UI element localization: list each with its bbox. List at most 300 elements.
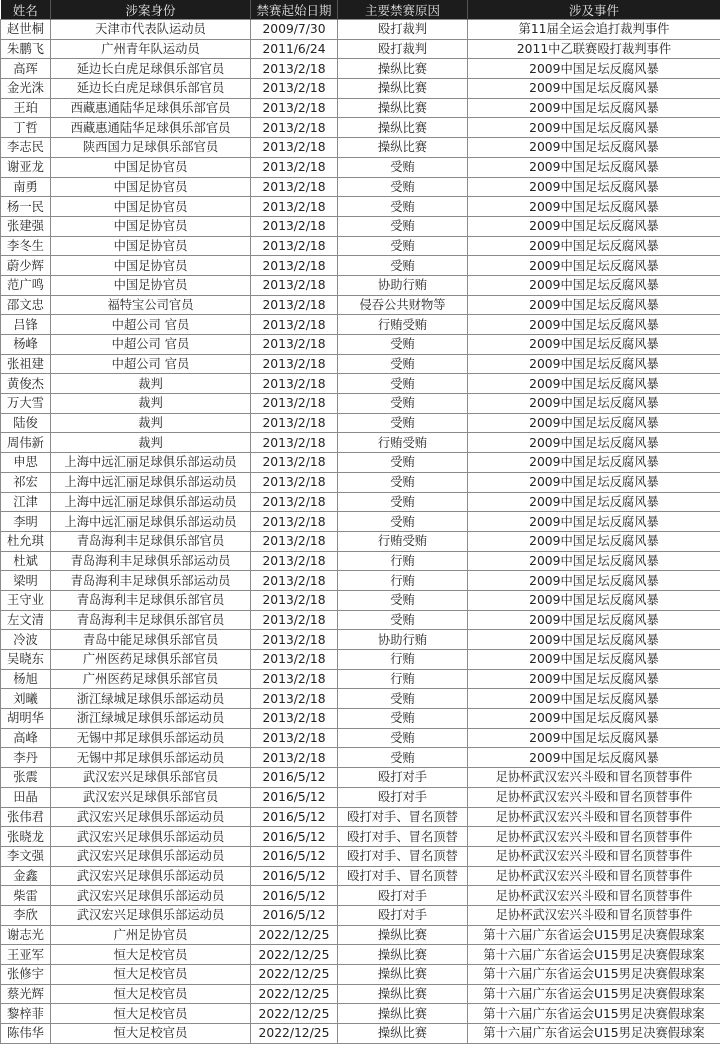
table-row	[1, 551, 720, 571]
cell-name: 蔚少辉	[1, 256, 51, 276]
table-row	[1, 689, 720, 709]
cell-event: 2009中国足坛反腐风暴	[468, 216, 720, 236]
cell-ban-date: 2013/2/18	[251, 472, 338, 492]
cell-event: 2009中国足坛反腐风暴	[468, 413, 720, 433]
cell-reason: 受贿	[338, 748, 468, 768]
cell-name: 杜允琪	[1, 531, 51, 551]
table-row	[1, 59, 720, 79]
cell-reason: 殴打裁判	[338, 39, 468, 59]
cell-ban-date: 2013/2/18	[251, 335, 338, 355]
cell-ban-date: 2016/5/12	[251, 787, 338, 807]
cell-name: 祁宏	[1, 472, 51, 492]
cell-event: 2009中国足坛反腐风暴	[468, 295, 720, 315]
cell-name: 周伟新	[1, 433, 51, 453]
cell-name: 杨一民	[1, 197, 51, 217]
cell-name: 胡明华	[1, 709, 51, 729]
cell-ban-date: 2013/2/18	[251, 728, 338, 748]
cell-reason: 操纵比赛	[338, 965, 468, 985]
cell-reason: 殴打对手	[338, 905, 468, 925]
cell-name: 田晶	[1, 787, 51, 807]
cell-ban-date: 2013/2/18	[251, 531, 338, 551]
table-row	[1, 236, 720, 256]
cell-name: 高珲	[1, 59, 51, 79]
cell-role: 广州足协官员	[51, 925, 251, 945]
cell-role: 中超公司 官员	[51, 354, 251, 374]
cell-role: 中超公司 官员	[51, 335, 251, 355]
cell-role: 武汉宏兴足球俱乐部运动员	[51, 846, 251, 866]
cell-event: 2009中国足坛反腐风暴	[468, 197, 720, 217]
cell-reason: 行贿	[338, 551, 468, 571]
cell-role: 延边长白虎足球俱乐部官员	[51, 79, 251, 99]
table-row	[1, 571, 720, 591]
cell-reason: 受贿	[338, 453, 468, 473]
cell-role: 上海中远汇丽足球俱乐部运动员	[51, 453, 251, 473]
cell-reason: 殴打对手、冒名顶替	[338, 866, 468, 886]
cell-event: 2009中国足坛反腐风暴	[468, 394, 720, 414]
cell-name: 金鑫	[1, 866, 51, 886]
cell-ban-date: 2013/2/18	[251, 216, 338, 236]
cell-name: 李冬生	[1, 236, 51, 256]
cell-event: 2009中国足坛反腐风暴	[468, 669, 720, 689]
cell-role: 延边长白虎足球俱乐部官员	[51, 59, 251, 79]
cell-ban-date: 2022/12/25	[251, 1024, 338, 1044]
cell-reason: 行贿受贿	[338, 531, 468, 551]
cell-ban-date: 2022/12/25	[251, 945, 338, 965]
cell-reason: 受贿	[338, 197, 468, 217]
cell-event: 2009中国足坛反腐风暴	[468, 335, 720, 355]
table-row	[1, 275, 720, 295]
cell-reason: 殴打对手	[338, 768, 468, 788]
table-row	[1, 669, 720, 689]
cell-ban-date: 2013/2/18	[251, 630, 338, 650]
cell-role: 福特宝公司官员	[51, 295, 251, 315]
cell-ban-date: 2016/5/12	[251, 827, 338, 847]
cell-name: 张震	[1, 768, 51, 788]
cell-ban-date: 2016/5/12	[251, 905, 338, 925]
table-row	[1, 394, 720, 414]
cell-ban-date: 2013/2/18	[251, 256, 338, 276]
table-row	[1, 472, 720, 492]
cell-reason: 操纵比赛	[338, 984, 468, 1004]
cell-role: 中国足协官员	[51, 216, 251, 236]
cell-name: 谢志光	[1, 925, 51, 945]
header-event: 涉及事件	[468, 0, 720, 20]
header-name: 姓名	[1, 0, 51, 20]
cell-event: 2009中国足坛反腐风暴	[468, 315, 720, 335]
cell-reason: 殴打对手	[338, 886, 468, 906]
cell-ban-date: 2013/2/18	[251, 413, 338, 433]
cell-reason: 受贿	[338, 492, 468, 512]
cell-ban-date: 2013/2/18	[251, 512, 338, 532]
table-row	[1, 79, 720, 99]
table-row	[1, 709, 720, 729]
cell-name: 谢亚龙	[1, 157, 51, 177]
table-row	[1, 748, 720, 768]
cell-event: 2009中国足坛反腐风暴	[468, 177, 720, 197]
cell-ban-date: 2022/12/25	[251, 925, 338, 945]
cell-role: 广州医药足球俱乐部官员	[51, 650, 251, 670]
cell-role: 恒大足校官员	[51, 984, 251, 1004]
cell-name: 梁明	[1, 571, 51, 591]
cell-role: 天津市代表队运动员	[51, 20, 251, 40]
cell-ban-date: 2013/2/18	[251, 394, 338, 414]
cell-ban-date: 2013/2/18	[251, 590, 338, 610]
cell-name: 江津	[1, 492, 51, 512]
cell-role: 中国足协官员	[51, 236, 251, 256]
cell-ban-date: 2013/2/18	[251, 157, 338, 177]
table-row	[1, 492, 720, 512]
cell-reason: 操纵比赛	[338, 1004, 468, 1024]
cell-name: 黄俊杰	[1, 374, 51, 394]
cell-reason: 操纵比赛	[338, 59, 468, 79]
cell-name: 李志民	[1, 138, 51, 158]
cell-reason: 殴打裁判	[338, 20, 468, 40]
cell-role: 浙江绿城足球俱乐部运动员	[51, 689, 251, 709]
cell-role: 武汉宏兴足球俱乐部运动员	[51, 807, 251, 827]
cell-name: 李文强	[1, 846, 51, 866]
cell-event: 第十六届广东省运会U15男足决赛假球案	[468, 925, 720, 945]
cell-event: 2009中国足坛反腐风暴	[468, 709, 720, 729]
cell-role: 中国足协官员	[51, 256, 251, 276]
cell-reason: 行贿受贿	[338, 433, 468, 453]
cell-role: 武汉宏兴足球俱乐部运动员	[51, 886, 251, 906]
cell-role: 恒大足校官员	[51, 1024, 251, 1044]
table-row	[1, 433, 720, 453]
cell-ban-date: 2013/2/18	[251, 177, 338, 197]
cell-reason: 行贿受贿	[338, 315, 468, 335]
cell-name: 丁哲	[1, 118, 51, 138]
cell-ban-date: 2016/5/12	[251, 866, 338, 886]
cell-event: 2009中国足坛反腐风暴	[468, 551, 720, 571]
cell-role: 中国足协官员	[51, 157, 251, 177]
cell-event: 2009中国足坛反腐风暴	[468, 571, 720, 591]
cell-ban-date: 2016/5/12	[251, 807, 338, 827]
cell-name: 杜斌	[1, 551, 51, 571]
cell-ban-date: 2013/2/18	[251, 453, 338, 473]
cell-name: 张伟君	[1, 807, 51, 827]
cell-name: 高峰	[1, 728, 51, 748]
cell-reason: 操纵比赛	[338, 138, 468, 158]
cell-event: 2009中国足坛反腐风暴	[468, 453, 720, 473]
cell-role: 西藏惠通陆华足球俱乐部官员	[51, 118, 251, 138]
cell-reason: 受贿	[338, 728, 468, 748]
cell-event: 2009中国足坛反腐风暴	[468, 275, 720, 295]
cell-name: 黎梓菲	[1, 1004, 51, 1024]
cell-ban-date: 2022/12/25	[251, 965, 338, 985]
cell-ban-date: 2013/2/18	[251, 669, 338, 689]
cell-role: 西藏惠通陆华足球俱乐部官员	[51, 98, 251, 118]
cell-role: 青岛中能足球俱乐部官员	[51, 630, 251, 650]
cell-reason: 协助行贿	[338, 630, 468, 650]
cell-event: 2009中国足坛反腐风暴	[468, 138, 720, 158]
cell-reason: 殴打对手、冒名顶替	[338, 807, 468, 827]
cell-event: 足协杯武汉宏兴斗殴和冒名顶替事件	[468, 846, 720, 866]
cell-reason: 操纵比赛	[338, 925, 468, 945]
table-row	[1, 256, 720, 276]
cell-reason: 操纵比赛	[338, 945, 468, 965]
cell-name: 王守业	[1, 590, 51, 610]
cell-event: 足协杯武汉宏兴斗殴和冒名顶替事件	[468, 768, 720, 788]
cell-event: 2009中国足坛反腐风暴	[468, 689, 720, 709]
cell-reason: 受贿	[338, 374, 468, 394]
table-row	[1, 1024, 720, 1044]
cell-role: 陕西国力足球俱乐部官员	[51, 138, 251, 158]
cell-name: 南勇	[1, 177, 51, 197]
cell-reason: 协助行贿	[338, 275, 468, 295]
cell-name: 杨峰	[1, 335, 51, 355]
cell-role: 武汉宏兴足球俱乐部运动员	[51, 866, 251, 886]
cell-reason: 受贿	[338, 177, 468, 197]
table-body	[1, 20, 720, 1044]
cell-reason: 操纵比赛	[338, 118, 468, 138]
table-row	[1, 295, 720, 315]
cell-reason: 操纵比赛	[338, 98, 468, 118]
cell-ban-date: 2013/2/18	[251, 689, 338, 709]
cell-event: 2009中国足坛反腐风暴	[468, 728, 720, 748]
cell-reason: 殴打对手	[338, 787, 468, 807]
cell-reason: 受贿	[338, 394, 468, 414]
cell-reason: 行贿	[338, 650, 468, 670]
cell-event: 2009中国足坛反腐风暴	[468, 590, 720, 610]
cell-role: 无锡中邦足球俱乐部运动员	[51, 728, 251, 748]
table-row	[1, 20, 720, 40]
cell-role: 中国足协官员	[51, 275, 251, 295]
table-row	[1, 984, 720, 1004]
table-row	[1, 866, 720, 886]
cell-event: 2009中国足坛反腐风暴	[468, 433, 720, 453]
cell-event: 2009中国足坛反腐风暴	[468, 374, 720, 394]
cell-ban-date: 2009/7/30	[251, 20, 338, 40]
cell-role: 青岛海利丰足球俱乐部官员	[51, 610, 251, 630]
cell-event: 2009中国足坛反腐风暴	[468, 256, 720, 276]
cell-reason: 操纵比赛	[338, 79, 468, 99]
cell-reason: 受贿	[338, 472, 468, 492]
cell-name: 陈伟华	[1, 1024, 51, 1044]
cell-event: 2009中国足坛反腐风暴	[468, 472, 720, 492]
cell-event: 足协杯武汉宏兴斗殴和冒名顶替事件	[468, 905, 720, 925]
cell-role: 武汉宏兴足球俱乐部运动员	[51, 827, 251, 847]
table-row	[1, 610, 720, 630]
cell-event: 足协杯武汉宏兴斗殴和冒名顶替事件	[468, 787, 720, 807]
cell-name: 柴雷	[1, 886, 51, 906]
cell-name: 吴晓东	[1, 650, 51, 670]
cell-name: 朱鹏飞	[1, 39, 51, 59]
cell-role: 恒大足校官员	[51, 965, 251, 985]
cell-reason: 行贿	[338, 669, 468, 689]
table-row	[1, 846, 720, 866]
cell-ban-date: 2013/2/18	[251, 610, 338, 630]
cell-role: 中超公司 官员	[51, 315, 251, 335]
cell-name: 蔡光辉	[1, 984, 51, 1004]
cell-event: 第11届全运会追打裁判事件	[468, 20, 720, 40]
table-row	[1, 374, 720, 394]
cell-reason: 受贿	[338, 256, 468, 276]
cell-name: 范广鸣	[1, 275, 51, 295]
cell-ban-date: 2013/2/18	[251, 571, 338, 591]
table-row	[1, 807, 720, 827]
cell-name: 张修宇	[1, 965, 51, 985]
cell-name: 邵文忠	[1, 295, 51, 315]
cell-role: 中国足协官员	[51, 197, 251, 217]
cell-event: 2009中国足坛反腐风暴	[468, 630, 720, 650]
cell-ban-date: 2013/2/18	[251, 709, 338, 729]
cell-role: 武汉宏兴足球俱乐部运动员	[51, 905, 251, 925]
table-row	[1, 787, 720, 807]
cell-event: 2009中国足坛反腐风暴	[468, 118, 720, 138]
cell-reason: 行贿	[338, 571, 468, 591]
table-row	[1, 590, 720, 610]
cell-event: 第十六届广东省运会U15男足决赛假球案	[468, 1004, 720, 1024]
table-row	[1, 1004, 720, 1024]
table-row	[1, 335, 720, 355]
cell-reason: 受贿	[338, 709, 468, 729]
table-row	[1, 650, 720, 670]
cell-ban-date: 2013/2/18	[251, 315, 338, 335]
cell-role: 裁判	[51, 433, 251, 453]
table-header	[1, 0, 720, 20]
cell-event: 足协杯武汉宏兴斗殴和冒名顶替事件	[468, 827, 720, 847]
cell-ban-date: 2022/12/25	[251, 984, 338, 1004]
cell-event: 2009中国足坛反腐风暴	[468, 157, 720, 177]
cell-event: 2009中国足坛反腐风暴	[468, 512, 720, 532]
cell-name: 冷波	[1, 630, 51, 650]
cell-role: 恒大足校官员	[51, 945, 251, 965]
cell-event: 第十六届广东省运会U15男足决赛假球案	[468, 1024, 720, 1044]
header-row	[1, 0, 720, 20]
cell-event: 2009中国足坛反腐风暴	[468, 354, 720, 374]
cell-event: 足协杯武汉宏兴斗殴和冒名顶替事件	[468, 866, 720, 886]
cell-name: 张祖建	[1, 354, 51, 374]
cell-role: 青岛海利丰足球俱乐部运动员	[51, 551, 251, 571]
cell-reason: 侵吞公共财物等	[338, 295, 468, 315]
cell-role: 上海中远汇丽足球俱乐部运动员	[51, 492, 251, 512]
table-row	[1, 965, 720, 985]
cell-ban-date: 2013/2/18	[251, 236, 338, 256]
table-row	[1, 827, 720, 847]
cell-role: 武汉宏兴足球俱乐部官员	[51, 787, 251, 807]
cell-name: 杨旭	[1, 669, 51, 689]
cell-event: 2009中国足坛反腐风暴	[468, 748, 720, 768]
cell-name: 王珀	[1, 98, 51, 118]
table-row	[1, 354, 720, 374]
cell-ban-date: 2013/2/18	[251, 748, 338, 768]
cell-event: 2009中国足坛反腐风暴	[468, 236, 720, 256]
cell-ban-date: 2013/2/18	[251, 98, 338, 118]
table-row	[1, 768, 720, 788]
table-row	[1, 118, 720, 138]
table-row	[1, 138, 720, 158]
table-row	[1, 886, 720, 906]
cell-role: 裁判	[51, 413, 251, 433]
table-row	[1, 157, 720, 177]
table-row	[1, 39, 720, 59]
cell-reason: 操纵比赛	[338, 1024, 468, 1044]
cell-role: 广州医药足球俱乐部官员	[51, 669, 251, 689]
cell-ban-date: 2016/5/12	[251, 768, 338, 788]
cell-ban-date: 2013/2/18	[251, 433, 338, 453]
cell-reason: 殴打对手、冒名顶替	[338, 827, 468, 847]
cell-role: 裁判	[51, 374, 251, 394]
cell-ban-date: 2013/2/18	[251, 275, 338, 295]
cell-reason: 受贿	[338, 236, 468, 256]
cell-role: 武汉宏兴足球俱乐部官员	[51, 768, 251, 788]
cell-role: 恒大足校官员	[51, 1004, 251, 1024]
cell-name: 刘曦	[1, 689, 51, 709]
cell-ban-date: 2013/2/18	[251, 551, 338, 571]
cell-ban-date: 2013/2/18	[251, 118, 338, 138]
cell-role: 裁判	[51, 394, 251, 414]
cell-ban-date: 2022/12/25	[251, 1004, 338, 1024]
cell-event: 第十六届广东省运会U15男足决赛假球案	[468, 984, 720, 1004]
cell-name: 金光洙	[1, 79, 51, 99]
cell-reason: 受贿	[338, 413, 468, 433]
cell-role: 浙江绿城足球俱乐部运动员	[51, 709, 251, 729]
cell-reason: 受贿	[338, 590, 468, 610]
cell-name: 陆俊	[1, 413, 51, 433]
cell-name: 申思	[1, 453, 51, 473]
cell-role: 广州青年队运动员	[51, 39, 251, 59]
cell-name: 李丹	[1, 748, 51, 768]
cell-event: 第十六届广东省运会U15男足决赛假球案	[468, 965, 720, 985]
cell-role: 无锡中邦足球俱乐部运动员	[51, 748, 251, 768]
cell-ban-date: 2013/2/18	[251, 79, 338, 99]
cell-ban-date: 2016/5/12	[251, 886, 338, 906]
cell-reason: 受贿	[338, 689, 468, 709]
cell-role: 青岛海利丰足球俱乐部运动员	[51, 571, 251, 591]
cell-name: 王亚军	[1, 945, 51, 965]
cell-ban-date: 2013/2/18	[251, 197, 338, 217]
cell-ban-date: 2013/2/18	[251, 59, 338, 79]
cell-name: 张建强	[1, 216, 51, 236]
cell-ban-date: 2013/2/18	[251, 650, 338, 670]
cell-ban-date: 2013/2/18	[251, 492, 338, 512]
cell-event: 2009中国足坛反腐风暴	[468, 531, 720, 551]
cell-event: 2011中乙联赛殴打裁判事件	[468, 39, 720, 59]
table-row	[1, 531, 720, 551]
cell-reason: 受贿	[338, 610, 468, 630]
cell-event: 足协杯武汉宏兴斗殴和冒名顶替事件	[468, 807, 720, 827]
cell-role: 青岛海利丰足球俱乐部官员	[51, 531, 251, 551]
cell-name: 赵世桐	[1, 20, 51, 40]
table-row	[1, 216, 720, 236]
cell-reason: 受贿	[338, 216, 468, 236]
table-row	[1, 905, 720, 925]
cell-event: 2009中国足坛反腐风暴	[468, 650, 720, 670]
cell-event: 足协杯武汉宏兴斗殴和冒名顶替事件	[468, 886, 720, 906]
header-role: 涉案身份	[51, 0, 251, 20]
cell-name: 李明	[1, 512, 51, 532]
cell-name: 万大雪	[1, 394, 51, 414]
table-row	[1, 177, 720, 197]
table-row	[1, 945, 720, 965]
cell-reason: 受贿	[338, 157, 468, 177]
cell-reason: 受贿	[338, 335, 468, 355]
cell-ban-date: 2016/5/12	[251, 846, 338, 866]
cell-role: 上海中远汇丽足球俱乐部运动员	[51, 512, 251, 532]
table-row	[1, 630, 720, 650]
cell-event: 2009中国足坛反腐风暴	[468, 79, 720, 99]
cell-role: 中国足协官员	[51, 177, 251, 197]
cell-reason: 受贿	[338, 354, 468, 374]
cell-event: 第十六届广东省运会U15男足决赛假球案	[468, 945, 720, 965]
cell-role: 青岛海利丰足球俱乐部官员	[51, 590, 251, 610]
cell-ban-date: 2013/2/18	[251, 354, 338, 374]
header-ban-date: 禁赛起始日期	[251, 0, 338, 20]
table-row	[1, 315, 720, 335]
table-row	[1, 453, 720, 473]
table-row	[1, 197, 720, 217]
cell-reason: 受贿	[338, 512, 468, 532]
